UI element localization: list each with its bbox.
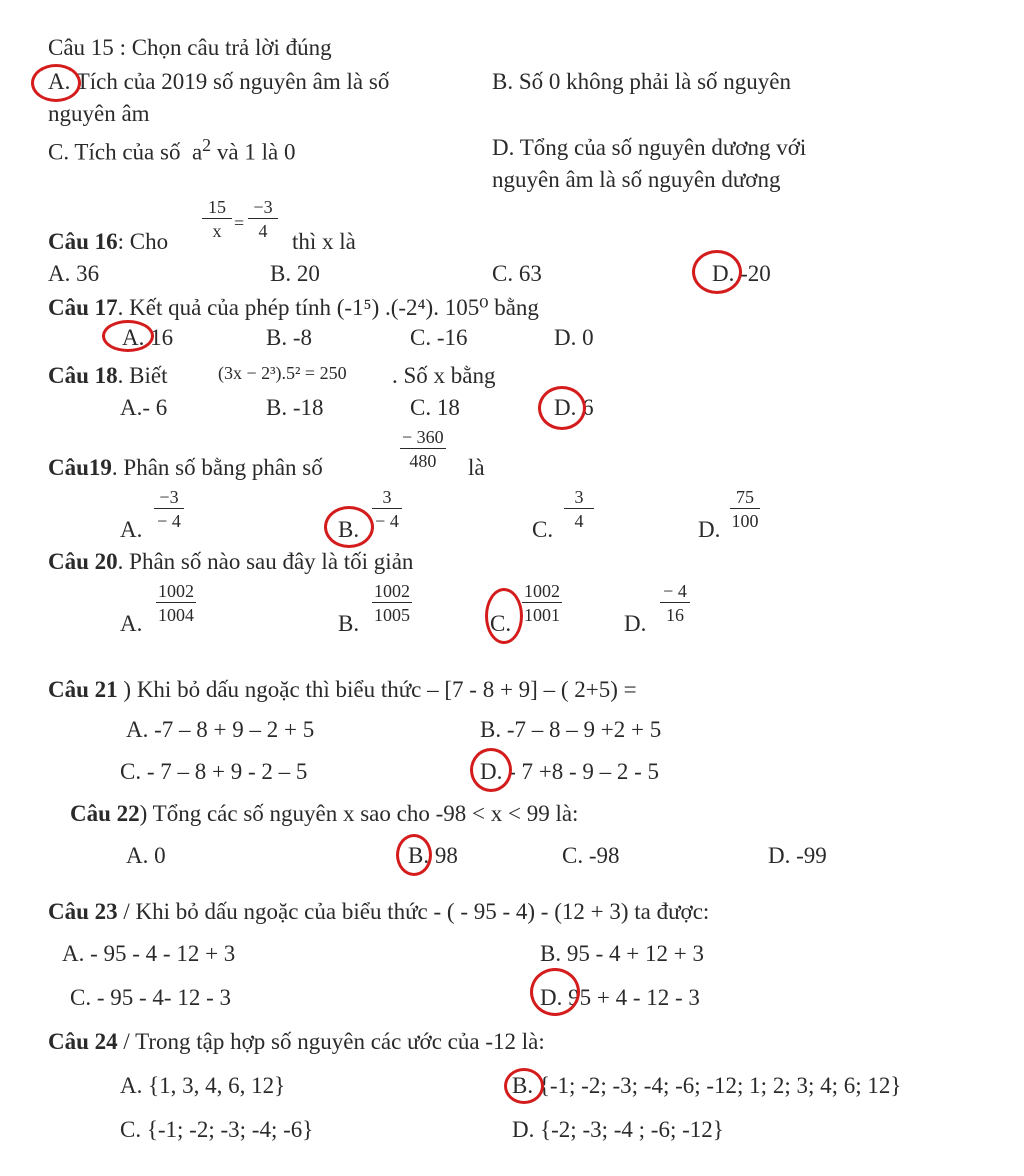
q21-option-d[interactable]: D. - 7 +8 - 9 – 2 - 5 (480, 759, 660, 784)
q17-heading: Câu 17. Kết quả của phép tính (-1⁵) .(-2⁴). 105⁰ bằng (48, 295, 539, 320)
q22-heading: Câu 22) Tổng các số nguyên x sao cho -98 < x < 99 là: (70, 801, 579, 826)
q20-heading: Câu 20. Phân số nào sau đây là tối giản (48, 549, 414, 574)
q20-option-d-label[interactable]: D. (624, 611, 647, 636)
q20-option-a-label[interactable]: A. (120, 611, 143, 636)
q16-option-b[interactable]: B. 20 (270, 261, 320, 286)
q18-heading: Câu 18. Biết (48, 363, 168, 388)
q19-option-c-fraction[interactable]: $\frac{3}{4}$ (564, 488, 594, 530)
q17-option-b[interactable]: B. -8 (266, 325, 312, 350)
q15-option-c[interactable]: C. Tích của số $a^2$ và 1 là 0 (48, 135, 296, 165)
q24-option-a[interactable]: A. {1, 3, 4, 6, 12} (120, 1073, 286, 1098)
q17-option-c[interactable]: C. -16 (410, 325, 468, 350)
q19-option-c-label[interactable]: C. (532, 517, 554, 542)
q19-option-d-fraction[interactable]: $\frac{75}{100}$ (731, 487, 759, 531)
q20-option-c-label[interactable]: C. (490, 611, 512, 636)
q16-option-a[interactable]: A. 36 (48, 261, 100, 286)
q18-equation: (3x − 2³).5² = 250 (218, 363, 347, 383)
q20-option-a-fraction[interactable]: $\frac{1002}{1004}$ (158, 581, 194, 625)
q23-option-a[interactable]: A. - 95 - 4 - 12 + 3 (62, 941, 236, 966)
q15-option-b[interactable]: B. Số 0 không phải là số nguyên (492, 69, 791, 94)
q22-option-d[interactable]: D. -99 (768, 843, 827, 868)
q19-heading: Câu19. Phân số bằng phân số (48, 455, 323, 480)
q22-option-c[interactable]: C. -98 (562, 843, 620, 868)
q20-option-d-fraction[interactable]: $\frac{- 4}{16}$ (660, 582, 690, 624)
q16-fraction-right: $\frac{-3}{4}$ (248, 198, 278, 240)
q20-option-b-label[interactable]: B. (338, 611, 360, 636)
q18-option-b[interactable]: B. -18 (266, 395, 324, 420)
q23-option-b[interactable]: B. 95 - 4 + 12 + 3 (540, 941, 704, 966)
q21-option-a[interactable]: A. -7 – 8 + 9 – 2 + 5 (126, 717, 315, 742)
q22-option-a[interactable]: A. 0 (126, 843, 166, 868)
q20-option-b-fraction[interactable]: $\frac{1002}{1005}$ (374, 581, 410, 625)
q18-option-d[interactable]: D. 6 (554, 395, 594, 420)
q23-option-d[interactable]: D. 95 + 4 - 12 - 3 (540, 985, 700, 1010)
q19-prompt-end: là (468, 455, 485, 480)
q16-heading: Câu 16: Cho (48, 229, 169, 254)
q16-option-d[interactable]: D. -20 (712, 261, 771, 286)
q21-option-c[interactable]: C. - 7 – 8 + 9 - 2 – 5 (120, 759, 308, 784)
q21-option-b[interactable]: B. -7 – 8 – 9 +2 + 5 (480, 717, 662, 742)
q15-option-a[interactable]: A. Tích của 2019 số nguyên âm là số (48, 69, 390, 94)
q16-option-c[interactable]: C. 63 (492, 261, 542, 286)
q18-prompt-end: . Số x bằng (392, 363, 496, 388)
q24-option-d[interactable]: D. {-2; -3; -4 ; -6; -12} (512, 1117, 724, 1142)
q16-fraction-left: $\frac{15}{x}$ (202, 198, 232, 240)
q17-option-d[interactable]: D. 0 (554, 325, 594, 350)
q22-option-b[interactable]: B. 98 (408, 843, 458, 868)
q19-option-d-label[interactable]: D. (698, 517, 721, 542)
q19-fraction-given: $\frac{- 360}{480}$ (402, 427, 444, 471)
q24-heading: Câu 24 / Trong tập hợp số nguyên các ước của -12 là: (48, 1029, 545, 1054)
q23-heading: Câu 23 / Khi bỏ dấu ngoặc của biểu thức - ( - 95 - 4) - (12 + 3) ta được: (48, 899, 710, 924)
q19-option-b-label[interactable]: B. (338, 517, 360, 542)
q18-option-a[interactable]: A.- 6 (120, 395, 168, 420)
q19-option-b-fraction[interactable]: $\frac{3}{- 4}$ (372, 488, 402, 530)
q24-option-b[interactable]: B. {-1; -2; -3; -4; -6; -12; 1; 2; 3; 4; 6; 12} (512, 1073, 902, 1098)
q16-equals: = (234, 213, 245, 233)
q15-option-d-cont: nguyên âm là số nguyên dương (492, 167, 781, 192)
q15-heading: Câu 15 : Chọn câu trả lời đúng (48, 35, 332, 60)
q21-heading: Câu 21 ) Khi bỏ dấu ngoặc thì biểu thức – [7 - 8 + 9] – ( 2+5) = (48, 677, 637, 702)
q16-prompt-end: thì x là (292, 229, 356, 254)
q24-option-c[interactable]: C. {-1; -2; -3; -4; -6} (120, 1117, 314, 1142)
q18-option-c[interactable]: C. 18 (410, 395, 460, 420)
q15-option-a-cont: nguyên âm (48, 101, 150, 126)
q23-option-c[interactable]: C. - 95 - 4- 12 - 3 (70, 985, 231, 1010)
q15-option-d[interactable]: D. Tổng của số nguyên dương với (492, 135, 807, 160)
q19-option-a-fraction[interactable]: $\frac{-3}{- 4}$ (154, 488, 184, 530)
q19-option-a-label[interactable]: A. (120, 517, 143, 542)
q17-option-a[interactable]: A. 16 (122, 325, 174, 350)
q20-option-c-fraction[interactable]: $\frac{1002}{1001}$ (524, 581, 560, 625)
